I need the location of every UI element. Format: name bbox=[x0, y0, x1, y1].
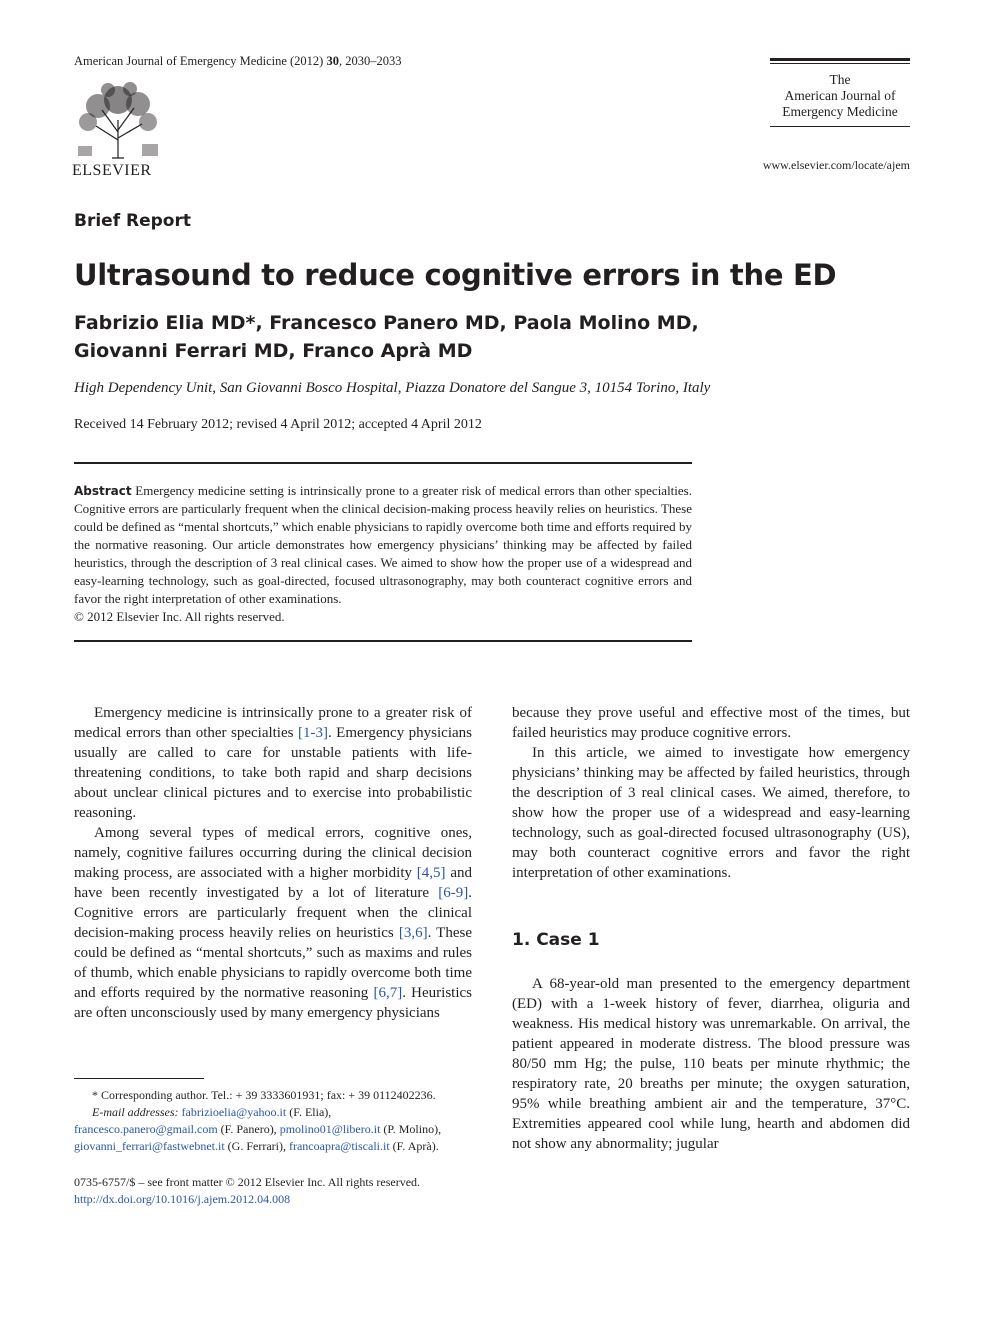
citation-volume: 30 bbox=[326, 54, 339, 68]
text-run: Emergency medicine is intrinsically prone to a greater risk of medical errors than other specialties bbox=[74, 705, 472, 741]
body-paragraph bbox=[74, 823, 472, 1023]
authors-line2: Giovanni Ferrari MD, Franco Aprà MD bbox=[74, 340, 473, 362]
citation-pages: , 2030–2033 bbox=[338, 54, 402, 68]
journal-rule-second bbox=[770, 63, 910, 64]
journal-logo-line1: The bbox=[829, 72, 851, 87]
text-run: . These could be defined as “mental shortcuts,” such as maxims and rules of thumb, which enable physicians to rapidly overcome both time and efforts required by the normative reasoning bbox=[74, 925, 472, 1001]
abstract-box bbox=[74, 462, 692, 642]
abstract-copyright: © 2012 Elsevier Inc. All rights reserved. bbox=[74, 609, 285, 624]
abstract bbox=[74, 482, 692, 626]
email-line bbox=[74, 1138, 472, 1155]
citation-journal: American Journal of Emergency Medicine (2012) bbox=[74, 54, 327, 68]
body-paragraph bbox=[74, 703, 472, 823]
journal-citation bbox=[74, 54, 401, 69]
email-owner: (F. Aprà). bbox=[389, 1139, 439, 1153]
journal-url[interactable]: www.elsevier.com/locate/ajem bbox=[762, 158, 910, 172]
authors-line1: Fabrizio Elia MD*, Francesco Panero MD, Paola Molino MD, bbox=[74, 312, 699, 334]
text-run: . Heuristics are often unconsciously used by many emergency physicians bbox=[74, 985, 472, 1021]
case-text-column bbox=[512, 974, 910, 1154]
footnotes bbox=[74, 1078, 472, 1155]
text-run: Among several types of medical errors, cognitive ones, namely, cognitive failures occurring during the clinical decision making process, are associated with a higher morbidity bbox=[74, 825, 472, 881]
email-label: E-mail addresses: bbox=[92, 1105, 182, 1119]
publisher-name: ELSEVIER bbox=[72, 162, 152, 179]
email-owner: (F. Panero), bbox=[217, 1122, 280, 1136]
email-link[interactable]: pmolino01@libero.it bbox=[279, 1122, 381, 1136]
journal-logo bbox=[770, 58, 910, 127]
journal-logo-line2: American Journal of bbox=[784, 88, 896, 103]
body-right-column bbox=[512, 703, 910, 883]
article-title: Ultrasound to reduce cognitive errors in the ED bbox=[74, 258, 837, 292]
footnote-rule bbox=[74, 1078, 204, 1079]
text-run: . Cognitive errors are particularly frequent when the clinical decision-making process heavily relies on heuristics bbox=[74, 885, 472, 941]
email-line bbox=[74, 1104, 472, 1121]
email-owner: (G. Ferrari), bbox=[224, 1139, 289, 1153]
abstract-heading: Abstract bbox=[74, 484, 132, 498]
journal-rule-top bbox=[770, 58, 910, 61]
reference-link[interactable]: [3,6] bbox=[398, 925, 428, 941]
front-matter bbox=[74, 1174, 420, 1208]
journal-logo-line3: Emergency Medicine bbox=[782, 104, 898, 119]
elsevier-tree-icon bbox=[72, 80, 164, 160]
reference-link[interactable]: [4,5] bbox=[416, 865, 446, 881]
received-dates: Received 14 February 2012; revised 4 April 2012; accepted 4 April 2012 bbox=[74, 417, 482, 432]
abstract-rule-bottom bbox=[74, 640, 692, 642]
email-link[interactable]: giovanni_ferrari@fastwebnet.it bbox=[74, 1139, 225, 1153]
reference-link[interactable]: [1-3] bbox=[297, 725, 328, 741]
text-run: and have been recently investigated by a lot of literature bbox=[74, 865, 472, 901]
body-paragraph: because they prove useful and effective most of the times, but failed heuristics may produce cognitive errors. bbox=[512, 705, 910, 741]
journal-rule-bottom bbox=[770, 126, 910, 127]
email-link[interactable]: francesco.panero@gmail.com bbox=[74, 1122, 218, 1136]
abstract-text: Emergency medicine setting is intrinsically prone to a greater risk of medical errors than other specialties. Cognitive errors are particularly frequent when the clinical decision-making process heavily relies on heuristics. These could be defined as “mental shortcuts,” which enable physicians to rapidly overcome both time and efforts required by the normative reasoning. Our article demonstrates how emergency physicians’ thinking may be affected by failed heuristics, through the description of 3 real clinical cases. We aimed to show how the proper use of a widespread and easy-learning technology, such as goal-directed, focused ultrasonography, may both counteract cognitive errors and favor the right interpretation of other examinations. bbox=[74, 483, 692, 606]
body-left-column bbox=[74, 703, 472, 1023]
affiliation: High Dependency Unit, San Giovanni Bosco Hospital, Piazza Donatore del Sangue 3, 10154 Torino, Italy bbox=[74, 380, 711, 396]
email-owner: (P. Molino), bbox=[380, 1122, 442, 1136]
body-paragraph: A 68-year-old man presented to the emergency department (ED) with a 1-week history of fever, diarrhea, oliguria and weakness. His medical history was unremarkable. On arrival, the patient appeared in moderate distress. The blood pressure was 80/50 mm Hg; the pulse, 110 beats per minute rhythmic; the respiratory rate, 20 breaths per minute; the oxygen saturation, 95% while breathing ambient air and the temperature, 37°C. Extremities appeared cool while lung, hearth and abdomen did not show any abnormality; jugular bbox=[512, 976, 910, 1152]
front-matter-text: 0735-6757/$ – see front matter © 2012 Elsevier Inc. All rights reserved. bbox=[74, 1175, 421, 1189]
abstract-rule-top bbox=[74, 462, 692, 464]
reference-link[interactable]: [6-9] bbox=[438, 885, 469, 901]
doi-link[interactable]: http://dx.doi.org/10.1016/j.ajem.2012.04.008 bbox=[74, 1192, 291, 1206]
reference-link[interactable]: [6,7] bbox=[373, 985, 403, 1001]
body-paragraph: In this article, we aimed to investigate how emergency physicians’ thinking may be affected by failed heuristics, through the description of 3 real clinical cases. We aimed, therefore, to show how the proper use of a widespread and easy-learning technology, such as goal-directed focused ultrasonography (US), may both counteract cognitive errors and favor the right interpretation of other examinations. bbox=[512, 745, 910, 881]
email-link[interactable]: fabrizioelia@yahoo.it bbox=[181, 1105, 287, 1119]
elsevier-logo bbox=[72, 80, 164, 180]
section-label: Brief Report bbox=[74, 211, 191, 231]
email-owner: (F. Elia), bbox=[286, 1105, 332, 1119]
corresponding-author: * Corresponding author. Tel.: + 39 3333601931; fax: + 39 0112402236. bbox=[92, 1088, 436, 1102]
authors bbox=[74, 309, 699, 365]
text-run: . Emergency physicians usually are called to care for unstable patients with life-threatening conditions, to take both rapid and sharp decisions about unclear clinical pictures and to exercise into probabilistic reasoning. bbox=[74, 725, 473, 821]
email-link[interactable]: francoapra@tiscali.it bbox=[288, 1139, 390, 1153]
case-heading: 1. Case 1 bbox=[512, 930, 600, 950]
email-line bbox=[74, 1121, 472, 1138]
